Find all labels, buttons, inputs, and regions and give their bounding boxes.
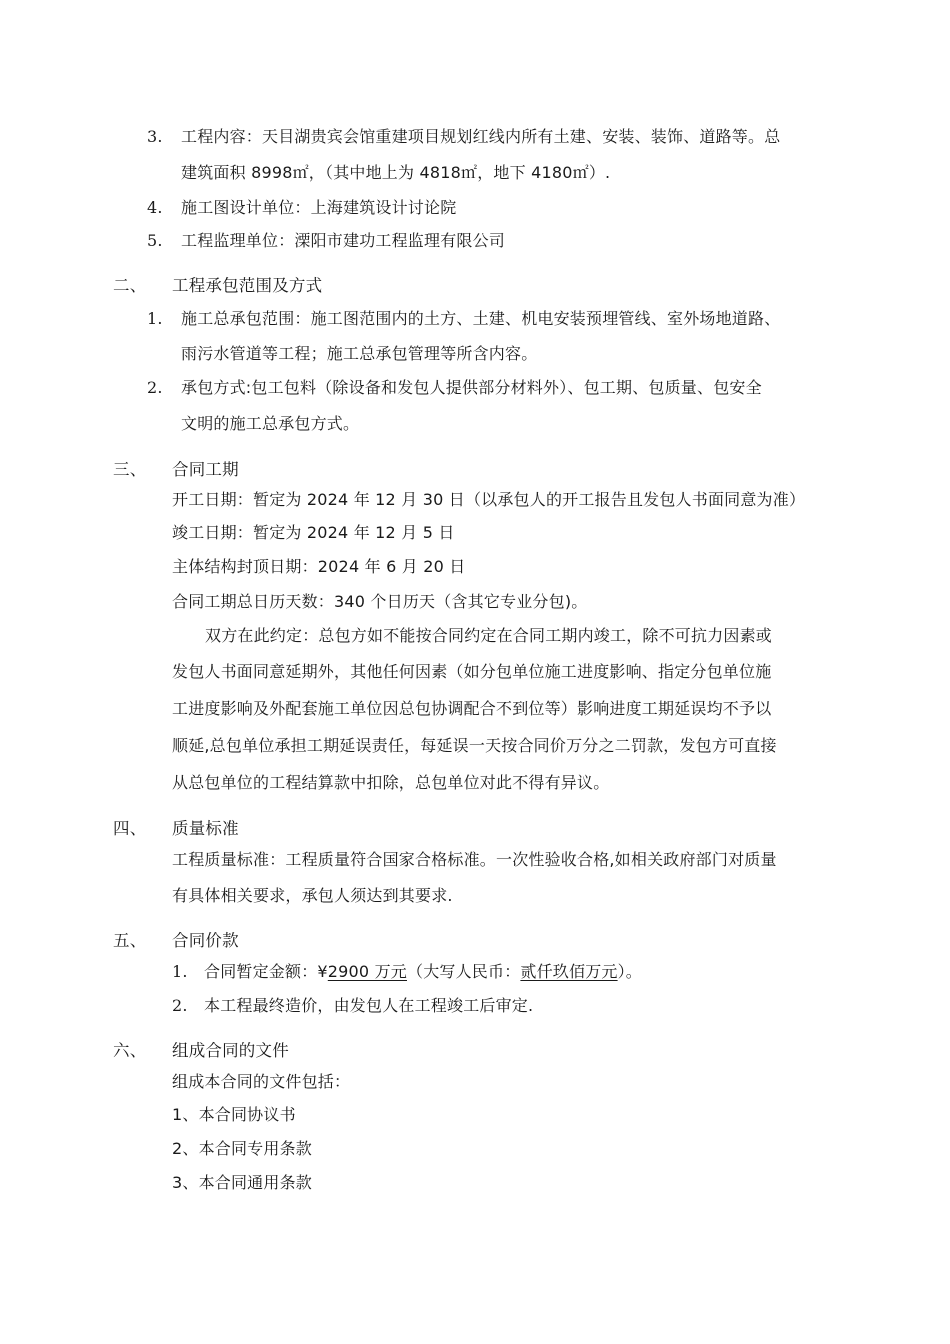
section-title: 合同工期 xyxy=(172,460,239,479)
total-days-line: 合同工期总日历天数：340 个日历天（含其它专业分包)。 xyxy=(172,592,588,611)
completion-date-line: 竣工日期：暂定为 2024 年 12 月 5 日 xyxy=(172,523,455,542)
item-number: 3. xyxy=(147,127,163,146)
paragraph-line: 从总包单位的工程结算款中扣除，总包单位对此不得有异议。 xyxy=(172,773,610,792)
section-number: 四、 xyxy=(113,819,147,838)
item-text: 工程监理单位：溧阳市建功工程监理有限公司 xyxy=(181,231,506,250)
paragraph-line: 发包人书面同意延期外，其他任何因素（如分包单位施工进度影响、指定分包单位施 xyxy=(172,662,772,681)
item-number: 2. xyxy=(172,996,188,1015)
item-number: 5. xyxy=(147,231,163,250)
item-text-continued: 建筑面积 8998㎡，（其中地上为 4818㎡，地下 4180㎡）. xyxy=(181,163,611,182)
item-number: 2. xyxy=(147,378,163,397)
item-text: 承包方式:包工包料（除设备和发包人提供部分材料外）、包工期、包质量、包安全 xyxy=(181,378,762,397)
item-text: 施工图设计单位：上海建筑设计讨论院 xyxy=(181,198,457,217)
topping-out-date-line: 主体结构封顶日期：2024 年 6 月 20 日 xyxy=(172,557,466,576)
amount-suffix: ）。 xyxy=(617,962,643,981)
amount-value: 2900 万元 xyxy=(327,962,407,981)
list-item: 2、本合同专用条款 xyxy=(172,1139,312,1158)
item-text: 工程内容：天目湖贵宾会馆重建项目规划红线内所有土建、安装、装饰、道路等。总 xyxy=(181,127,781,146)
paragraph-line: 有具体相关要求，承包人须达到其要求. xyxy=(172,886,453,905)
item-text-continued: 雨污水管道等工程；施工总承包管理等所含内容。 xyxy=(181,344,538,363)
item-number: 4. xyxy=(147,198,163,217)
amount-label: 合同暂定金额：¥ xyxy=(204,962,328,981)
amount-words: 贰仟玖佰万元 xyxy=(520,962,618,981)
item-number: 1. xyxy=(147,309,163,328)
section-title: 组成合同的文件 xyxy=(172,1041,289,1060)
contract-amount-line xyxy=(204,961,642,983)
paragraph-line: 工程质量标准：工程质量符合国家合格标准。一次性验收合格,如相关政府部门对质量 xyxy=(172,850,777,869)
list-item: 3、本合同通用条款 xyxy=(172,1173,312,1192)
list-item: 1、本合同协议书 xyxy=(172,1105,296,1124)
item-text-continued: 文明的施工总承包方式。 xyxy=(181,414,360,433)
section-number: 二、 xyxy=(113,276,147,295)
section-title: 工程承包范围及方式 xyxy=(172,276,323,295)
paragraph-line: 组成本合同的文件包括： xyxy=(172,1072,351,1091)
item-number: 1. xyxy=(172,962,188,981)
section-number: 三、 xyxy=(113,460,147,479)
section-number: 六、 xyxy=(113,1041,147,1060)
section-number: 五、 xyxy=(113,931,147,950)
item-text: 本工程最终造价，由发包人在工程竣工后审定. xyxy=(204,996,534,1015)
item-text: 施工总承包范围：施工图范围内的土方、土建、机电安装预埋管线、室外场地道路、 xyxy=(181,309,781,328)
paragraph-line: 顺延,总包单位承担工期延误责任，每延误一天按合同价万分之二罚款，发包方可直接 xyxy=(172,736,777,755)
paragraph-line: 双方在此约定：总包方如不能按合同约定在合同工期内竣工，除不可抗力因素或 xyxy=(205,626,773,645)
section-title: 合同价款 xyxy=(172,931,239,950)
paragraph-line: 工进度影响及外配套施工单位因总包协调配合不到位等）影响进度工期延误均不予以 xyxy=(172,699,772,718)
start-date-line: 开工日期：暂定为 2024 年 12 月 30 日（以承包人的开工报告且发包人书面同意为准） xyxy=(172,490,806,509)
section-title: 质量标准 xyxy=(172,819,239,838)
amount-words-label: （大写人民币： xyxy=(407,962,521,981)
